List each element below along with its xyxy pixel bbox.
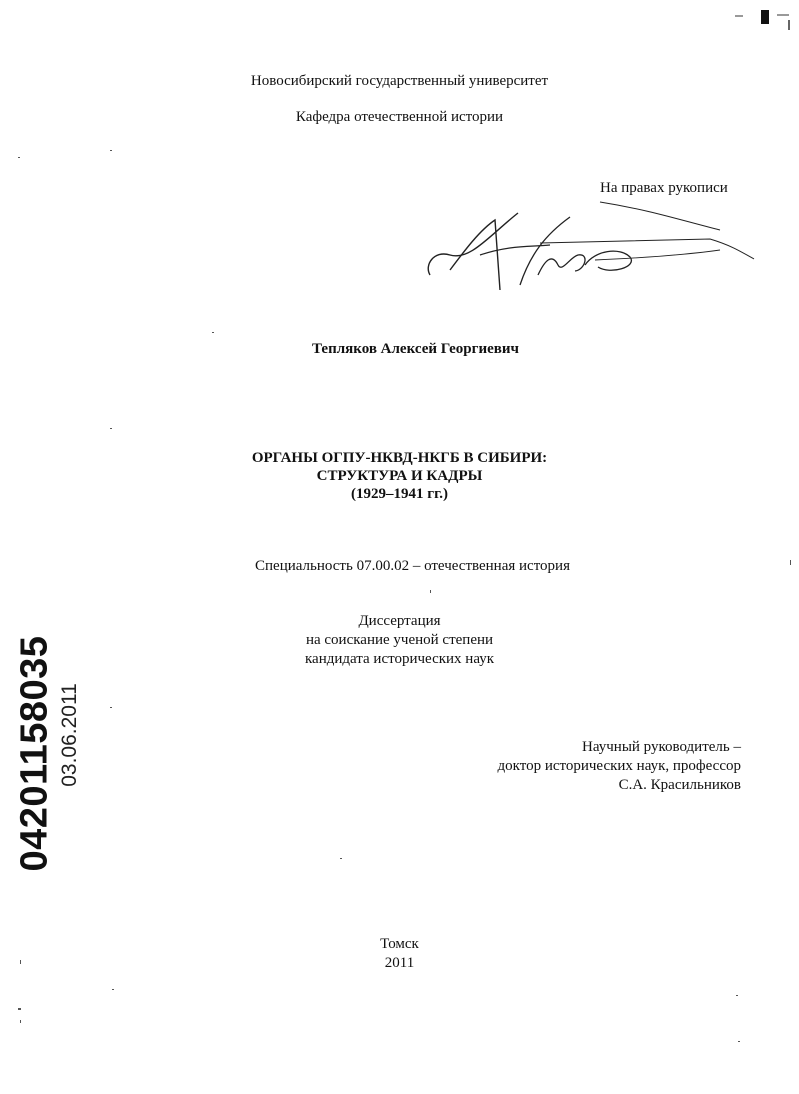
scan-corner-mark [733,6,793,32]
scan-speck [340,858,342,859]
city-name: Томск [380,936,419,952]
scan-speck [110,428,112,429]
city-year-block [0,935,799,973]
title-line: (1929–1941 гг.) [351,486,448,502]
author-signature [420,195,760,290]
supervisor-block [497,738,741,795]
dissertation-degree-block [0,612,799,669]
stamp-number: 04201158035 [13,635,56,872]
scan-speck [790,560,791,565]
scan-speck [110,150,112,151]
stamp-date: 03.06.2011 [58,683,81,787]
degree-line: Диссертация [358,613,441,629]
degree-line: кандидата исторических наук [304,651,495,667]
author-name: Тепляков Алексей Георгиевич [312,341,519,357]
scan-speck [112,989,114,990]
degree-line: на соискание ученой степени [305,632,494,648]
scan-speck [430,590,431,593]
scan-speck [110,707,112,708]
scan-speck [20,960,21,964]
title-line: ОРГАНЫ ОГПУ-НКВД-НКГБ В СИБИРИ: [251,450,548,466]
year: 2011 [384,955,415,971]
scan-speck [18,1008,21,1010]
scan-speck [736,995,738,996]
supervisor-line: С.А. Красильников [618,777,741,793]
specialty-line: Специальность 07.00.02 – отечественная история [255,558,570,574]
supervisor-line: Научный руководитель – [582,739,741,755]
supervisor-line: доктор исторических наук, профессор [497,758,741,774]
title-line: СТРУКТУРА И КАДРЫ [316,468,483,484]
scan-speck [18,157,20,158]
library-stamp [0,635,90,872]
dissertation-title [0,449,799,503]
scan-speck [738,1041,740,1042]
university-name: Новосибирский государственный университет [250,73,549,89]
scan-speck [20,1020,21,1023]
scan-speck [212,332,214,333]
manuscript-note: На правах рукописи [600,180,728,196]
department-name: Кафедра отечественной истории [295,109,504,125]
